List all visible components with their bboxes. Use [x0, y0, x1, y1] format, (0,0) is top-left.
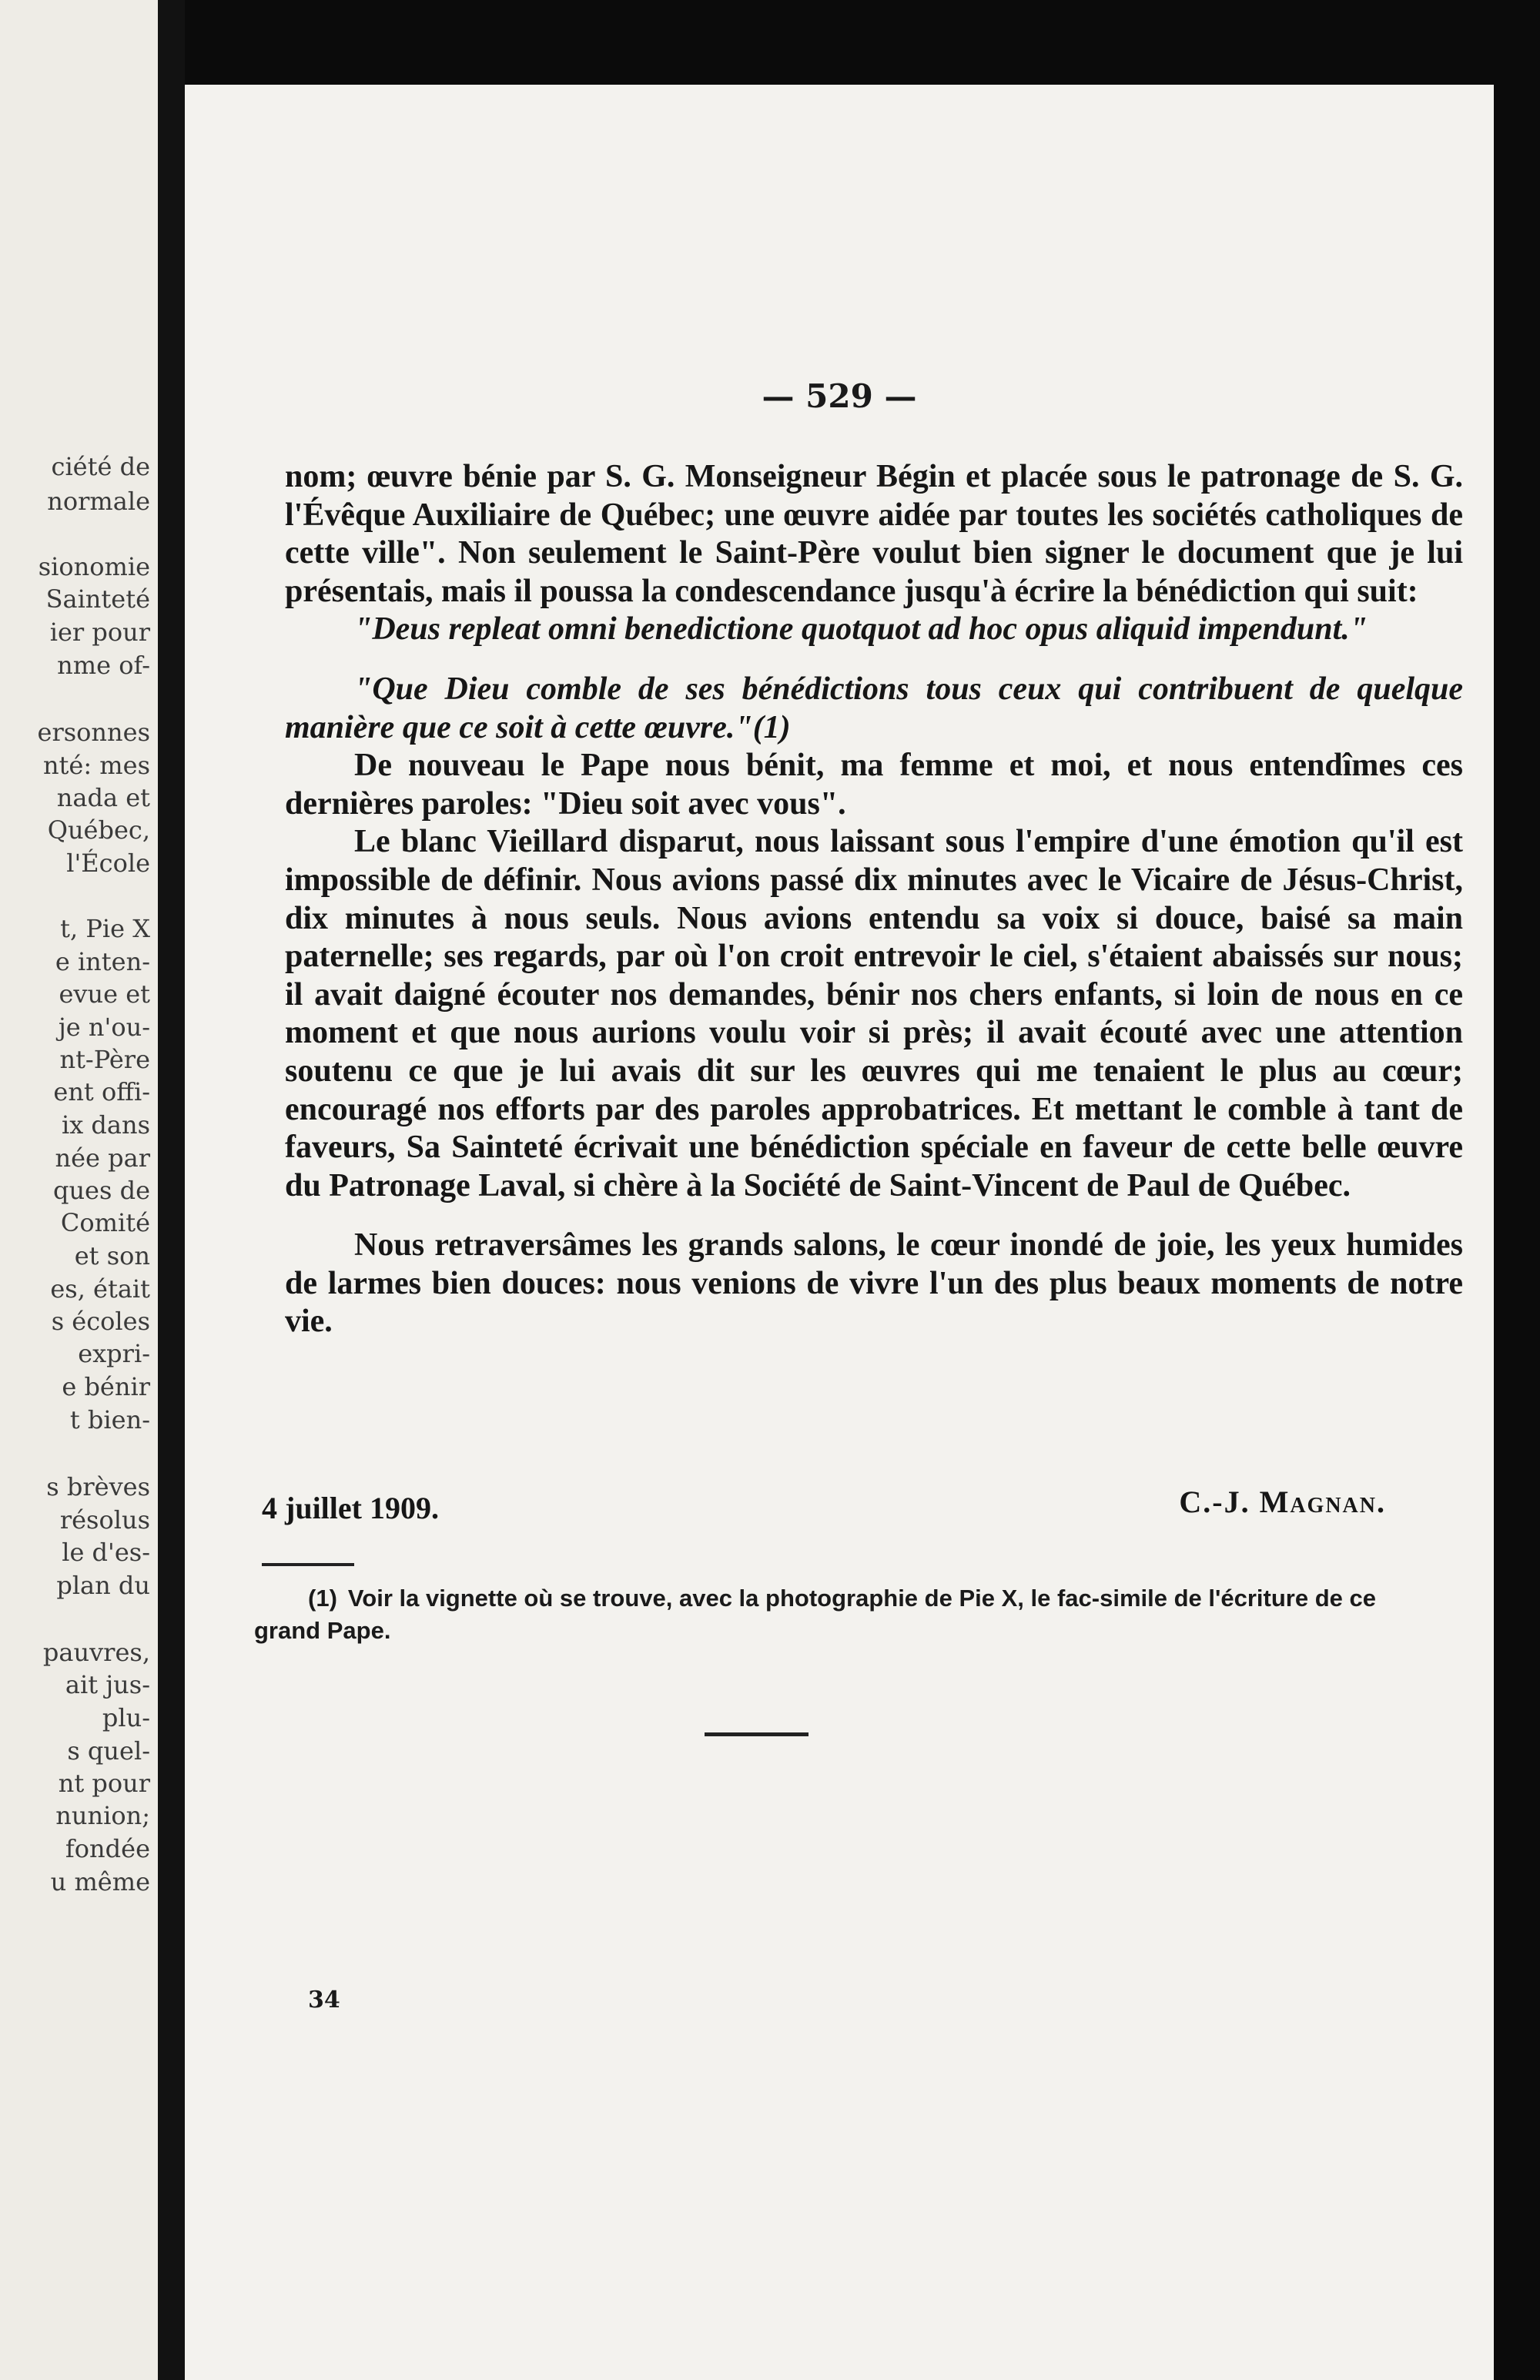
left-page-fragment: le d'es- [62, 1538, 150, 1567]
left-page-fragment: nada et [56, 783, 150, 812]
left-page-fragment: nunion; [55, 1801, 150, 1830]
left-page-fragment: pauvres, [42, 1638, 150, 1667]
left-page-fragment: l'École [66, 849, 150, 878]
end-rule [705, 1732, 808, 1736]
book-gutter [158, 0, 185, 2380]
left-page-fragment: nt pour [58, 1769, 150, 1798]
adjacent-left-page [0, 0, 158, 2380]
left-page-fragment: Québec, [47, 815, 150, 845]
signature-author: C.-J. Magnan. [1179, 1485, 1386, 1519]
footnote-mark: (1) [308, 1585, 337, 1612]
paragraph-5: Le blanc Vieillard disparut, nous laissant sous l'empire d'une émotion qu'il est impossible de définir. Nous avions passé dix minutes avec le Vicaire de Jésus-Christ, dix minutes à nous seuls. Nous avions entendu sa voix si douce, baisé sa main paternelle; ses regards, par où l'on croit entrevoir le ciel, s'étaient abaissés sur nous; il avait daigné écouter nos demandes, bénir nos chers enfants, si loin de nous en ce moment et que nous aurions voulu voir si près; il avait écouté avec une attention soutenu ce que je lui avais dit sur les œuvres qui me tenaient le plus au cœur; encouragé nos efforts par des paroles approbatrices. Et mettant le comble à tant de faveurs, Sa Sainteté écrivait une bénédiction spéciale en faveur de cette belle œuvre du Patronage Laval, si chère à la Société de Saint-Vincent de Paul de Québec. [285, 824, 1463, 1203]
left-page-fragment: nté: mes [42, 751, 150, 780]
paragraph-1: nom; œuvre bénie par S. G. Monseigneur Bégin et placée sous le patronage de S. G. l'Évêque Auxiliaire de Québec; une œuvre aidée par toutes les sociétés catholiques de cette ville". Non seulement le Saint-Père voulut bien signer le document que je lui présentais, mais il poussa la condescendance jusqu'à écrire la bénédiction qui suit: [285, 459, 1463, 609]
folio-signature-mark: 34 [308, 1987, 340, 2013]
paragraph-6: Nous retraversâmes les grands salons, le cœur inondé de joie, les yeux humides de larmes bien douces: nous venions de vivre l'un des plus beaux moments de notre vie. [285, 1227, 1463, 1340]
footnote-text: Voir la vignette où se trouve, avec la photographie de Pie X, le fac-simile de l'écriture de ce grand Pape. [254, 1585, 1376, 1644]
signature-date: 4 juillet 1909. [262, 1491, 439, 1525]
book-page [185, 85, 1494, 2380]
body-text [285, 458, 1463, 1341]
left-page-fragment: e bénir [62, 1372, 150, 1401]
left-page-fragment: e inten- [55, 947, 150, 976]
left-page-fragment: plan du [56, 1571, 150, 1600]
left-page-fragment: ier pour [49, 618, 150, 647]
left-page-fragment: t, Pie X [60, 914, 150, 943]
left-page-fragment: expri- [78, 1339, 150, 1368]
left-page-fragment: ent offi- [53, 1077, 150, 1106]
left-page-fragment: je n'ou- [58, 1013, 150, 1042]
paragraph-4: De nouveau le Pape nous bénit, ma femme et moi, et nous entendîmes ces dernières paroles: "Dieu soit avec vous". [285, 748, 1463, 822]
left-page-fragment: ersonnes [37, 718, 150, 747]
french-blessing: "Que Dieu comble de ses bénédictions tous ceux qui contribuent de quelque manière que ce soit à cette œuvre."(1) [285, 671, 1463, 745]
left-page-fragment: ciété de [51, 452, 150, 481]
left-page-fragment: ix dans [61, 1110, 150, 1140]
left-page-fragment: nme of- [57, 651, 150, 680]
left-page-fragment: Comité [60, 1208, 150, 1237]
left-page-fragment: s écoles [51, 1307, 150, 1336]
left-page-fragment: plu- [102, 1703, 150, 1732]
left-page-fragment: résolus [59, 1505, 150, 1535]
left-page-fragment: evue et [59, 979, 150, 1009]
left-page-fragment: fondée [65, 1834, 150, 1863]
left-page-fragment: s brèves [46, 1472, 150, 1501]
left-page-fragment: t bien- [69, 1405, 150, 1434]
footnote [254, 1582, 1401, 1647]
left-page-fragment: nt-Père [59, 1045, 150, 1074]
left-page-fragment: sionomie [38, 552, 150, 581]
left-page-fragment: et son [74, 1241, 150, 1270]
left-page-fragment: ques de [52, 1176, 150, 1205]
left-page-fragment: Sainteté [45, 584, 150, 614]
left-page-fragment: ait jus- [65, 1670, 150, 1699]
left-page-fragment: es, était [50, 1274, 150, 1304]
page-number: — 529 — [762, 377, 917, 415]
left-page-fragment: née par [55, 1143, 150, 1173]
left-page-fragment: s quel- [67, 1736, 150, 1766]
latin-blessing: "Deus repleat omni benedictione quotquot ad hoc opus aliquid impendunt." [354, 611, 1368, 648]
scan-border [1494, 85, 1540, 2380]
left-page-fragment: normale [47, 487, 150, 516]
footnote-rule [262, 1563, 354, 1566]
left-page-fragment: u même [50, 1867, 150, 1896]
